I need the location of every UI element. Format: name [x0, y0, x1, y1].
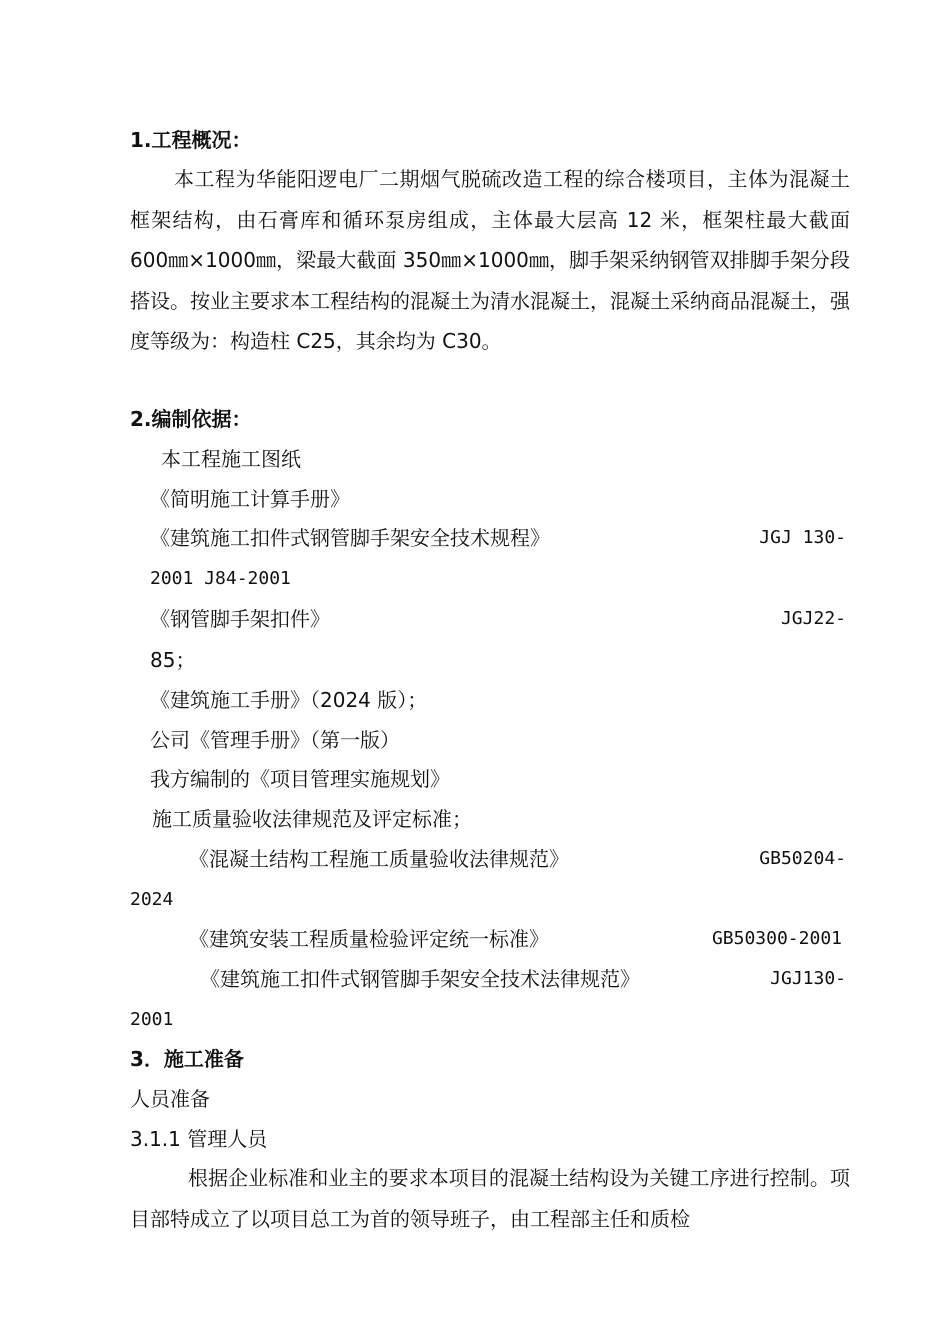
reference-code-continuation: 2001 — [130, 1009, 174, 1030]
reference-code-continuation: 2001 J84-2001 — [150, 568, 291, 589]
reference-code: GB50204- — [759, 848, 846, 869]
subsection-heading: 人员准备 — [130, 1087, 210, 1111]
reference-row — [0, 526, 950, 550]
section-3-body: 根据企业标准和业主的要求本项目的混凝土结构设为关键工序进行控制。项目部特成立了以项目总工为首的领导班子，由工程部主任和质检 — [130, 1166, 850, 1231]
reference-row — [0, 847, 950, 871]
section-1-body: 本工程为华能阳逻电厂二期烟气脱硫改造工程的综合楼项目，主体为混凝土框架结构，由石膏库和循环泵房组成，主体最大层高 12 米，框架柱最大截面 600㎜×1000㎜，梁最大截面 350㎜×1000㎜，脚手架采纳钢管双排脚手架分段搭设。按业主要求本工程结构的混凝土为清水混凝土，混凝土采纳商品混凝土，强度等级为：构造柱 C25，其余均为 C30。 — [130, 167, 850, 353]
reference-title: 《建筑施工扣件式钢管脚手架安全技术法律规范》 — [200, 967, 640, 991]
section-3-heading: 3．施工准备 — [130, 1047, 244, 1071]
reference-code: JGJ22- — [780, 608, 846, 629]
reference-row — [0, 927, 950, 951]
reference-row — [0, 967, 950, 991]
reference-code-continuation: 2024 — [130, 889, 174, 910]
reference-code-continuation: 85； — [150, 648, 196, 672]
reference-item: 本工程施工图纸 — [161, 447, 301, 471]
section-2-heading: 2.编制依据： — [130, 407, 252, 431]
reference-code: JGJ 130- — [759, 527, 846, 548]
reference-code: GB50300-2001 — [711, 928, 842, 949]
reference-item: 我方编制的《项目管理实施规划》 — [150, 767, 450, 791]
section-1-heading: 1.工程概况： — [130, 128, 252, 152]
reference-item: 《简明施工计算手册》 — [150, 487, 350, 511]
reference-title: 《建筑施工扣件式钢管脚手架安全技术规程》 — [150, 526, 550, 550]
reference-code: JGJ130- — [770, 968, 846, 989]
reference-item: 《建筑施工手册》（2024 版）； — [150, 688, 428, 712]
reference-title: 《钢管脚手架扣件》 — [150, 607, 330, 631]
reference-item: 施工质量验收法律规范及评定标准； — [152, 807, 472, 831]
reference-title: 《建筑安装工程质量检验评定统一标准》 — [189, 927, 549, 951]
reference-row — [0, 607, 950, 631]
subsection-heading: 3.1.1 管理人员 — [130, 1127, 268, 1151]
reference-item: 公司《管理手册》（第一版） — [150, 728, 400, 752]
reference-title: 《混凝土结构工程施工质量验收法律规范》 — [189, 847, 569, 871]
